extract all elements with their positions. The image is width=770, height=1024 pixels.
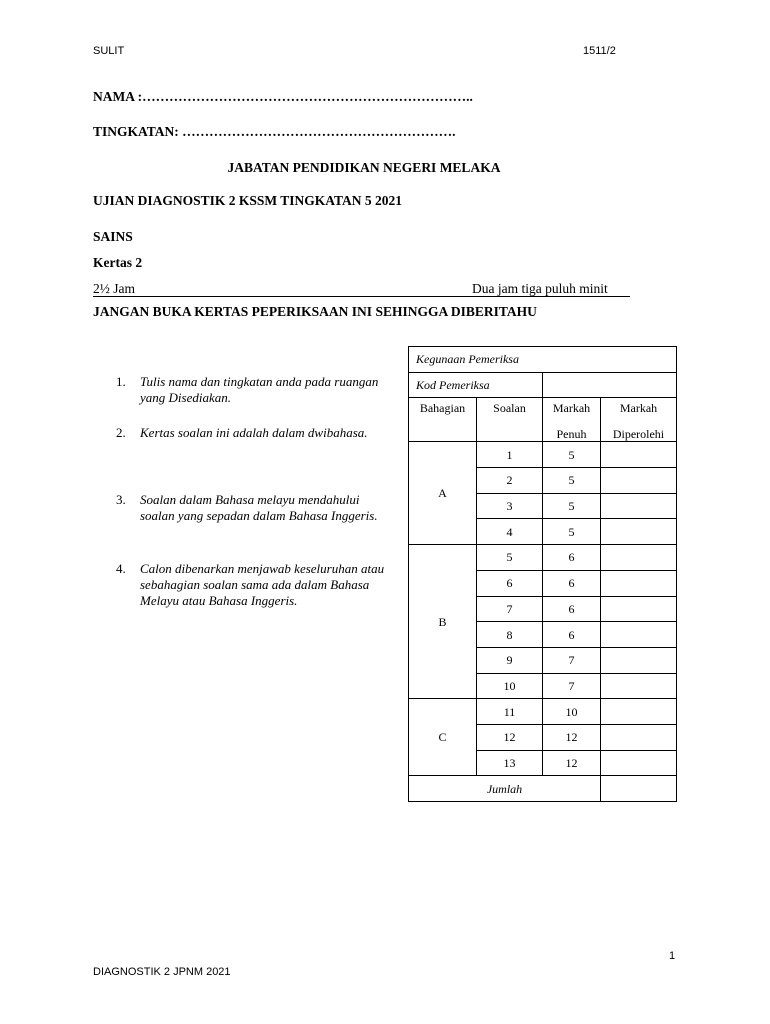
question-number: 8 bbox=[477, 622, 543, 648]
instruction-number: 4. bbox=[116, 561, 126, 576]
obtained-mark-cell[interactable] bbox=[601, 673, 677, 699]
full-mark: 12 bbox=[543, 724, 601, 750]
table-row bbox=[409, 442, 677, 468]
instruction-text: Kertas soalan ini adalah dalam dwibahasa. bbox=[140, 425, 368, 440]
header-full-mark-line2: Penuh bbox=[556, 427, 587, 442]
header-full-mark bbox=[543, 398, 601, 442]
obtained-mark-cell[interactable] bbox=[601, 750, 677, 776]
header-full-mark-line1: Markah bbox=[552, 401, 591, 416]
exam-title: UJIAN DIAGNOSTIK 2 KSSM TINGKATAN 5 2021 bbox=[93, 193, 403, 208]
total-mark-cell[interactable] bbox=[601, 776, 677, 802]
obtained-mark-cell[interactable] bbox=[601, 699, 677, 725]
question-number: 7 bbox=[477, 596, 543, 622]
name-field[interactable]: NAMA :……………………………………………………………….. bbox=[93, 89, 473, 104]
obtained-mark-cell[interactable] bbox=[601, 493, 677, 519]
obtained-mark-cell[interactable] bbox=[601, 570, 677, 596]
header-classification: SULIT bbox=[93, 45, 125, 57]
page-number: 1 bbox=[669, 950, 676, 962]
header-paper-code: 1511/2 bbox=[583, 45, 616, 57]
question-number: 10 bbox=[477, 673, 543, 699]
obtained-mark-cell[interactable] bbox=[601, 442, 677, 468]
question-number: 11 bbox=[477, 699, 543, 725]
full-mark: 7 bbox=[543, 673, 601, 699]
section-label: C bbox=[409, 699, 477, 776]
full-mark: 5 bbox=[543, 442, 601, 468]
instruction-text: Soalan dalam Bahasa melayu mendahului soalan yang sepadan dalam Bahasa Inggeris. bbox=[140, 492, 378, 523]
question-number: 12 bbox=[477, 724, 543, 750]
instruction-number: 2. bbox=[116, 425, 126, 440]
header-obtained-line1: Markah bbox=[619, 401, 658, 416]
table-row bbox=[409, 699, 677, 725]
full-mark: 12 bbox=[543, 750, 601, 776]
obtained-mark-cell[interactable] bbox=[601, 545, 677, 571]
full-mark: 6 bbox=[543, 545, 601, 571]
full-mark: 6 bbox=[543, 622, 601, 648]
examiner-table bbox=[408, 346, 677, 802]
full-mark: 6 bbox=[543, 596, 601, 622]
question-number: 2 bbox=[477, 468, 543, 494]
obtained-mark-cell[interactable] bbox=[601, 596, 677, 622]
duration-underline bbox=[93, 296, 630, 297]
header-section: Bahagian bbox=[409, 398, 477, 442]
full-mark: 5 bbox=[543, 519, 601, 545]
footer-text: DIAGNOSTIK 2 JPNM 2021 bbox=[93, 966, 231, 978]
question-number: 3 bbox=[477, 493, 543, 519]
duration-long: Dua jam tiga puluh minit bbox=[472, 281, 608, 296]
full-mark: 5 bbox=[543, 493, 601, 519]
obtained-mark-cell[interactable] bbox=[601, 519, 677, 545]
section-label: A bbox=[409, 442, 477, 545]
question-number: 4 bbox=[477, 519, 543, 545]
form-class-field[interactable]: TINGKATAN: ……………………………………………………. bbox=[93, 124, 456, 139]
obtained-mark-cell[interactable] bbox=[601, 724, 677, 750]
header-question: Soalan bbox=[477, 398, 543, 442]
subject-title: SAINS bbox=[93, 229, 133, 244]
table-row bbox=[409, 545, 677, 571]
department-title: JABATAN PENDIDIKAN NEGERI MELAKA bbox=[227, 160, 501, 175]
duration-short: 2½ Jam bbox=[93, 281, 135, 296]
full-mark: 7 bbox=[543, 647, 601, 673]
question-number: 6 bbox=[477, 570, 543, 596]
full-mark: 5 bbox=[543, 468, 601, 494]
obtained-mark-cell[interactable] bbox=[601, 647, 677, 673]
question-number: 13 bbox=[477, 750, 543, 776]
full-mark: 6 bbox=[543, 570, 601, 596]
obtained-mark-cell[interactable] bbox=[601, 468, 677, 494]
header-obtained-mark bbox=[601, 398, 677, 442]
question-number: 5 bbox=[477, 545, 543, 571]
examiner-use-label: Kegunaan Pemeriksa bbox=[409, 347, 677, 373]
instruction-number: 1. bbox=[116, 374, 126, 389]
warning-text: JANGAN BUKA KERTAS PEPERIKSAAN INI SEHINGGA DIBERITAHU bbox=[93, 304, 537, 319]
examiner-code-cell[interactable] bbox=[543, 372, 677, 398]
obtained-mark-cell[interactable] bbox=[601, 622, 677, 648]
examiner-code-label: Kod Pemeriksa bbox=[409, 372, 543, 398]
instruction-number: 3. bbox=[116, 492, 126, 507]
section-label: B bbox=[409, 545, 477, 699]
total-label: Jumlah bbox=[409, 776, 601, 802]
question-number: 1 bbox=[477, 442, 543, 468]
header-obtained-line2: Diperolehi bbox=[612, 427, 665, 442]
total-row bbox=[409, 776, 677, 802]
instruction-text: Tulis nama dan tingkatan anda pada ruangan yang Disediakan. bbox=[140, 374, 379, 405]
instruction-text: Calon dibenarkan menjawab keseluruhan atau sebahagian soalan sama ada dalam Bahasa Melayu atau Bahasa Inggeris. bbox=[140, 561, 385, 608]
paper-title: Kertas 2 bbox=[93, 255, 143, 270]
full-mark: 10 bbox=[543, 699, 601, 725]
question-number: 9 bbox=[477, 647, 543, 673]
